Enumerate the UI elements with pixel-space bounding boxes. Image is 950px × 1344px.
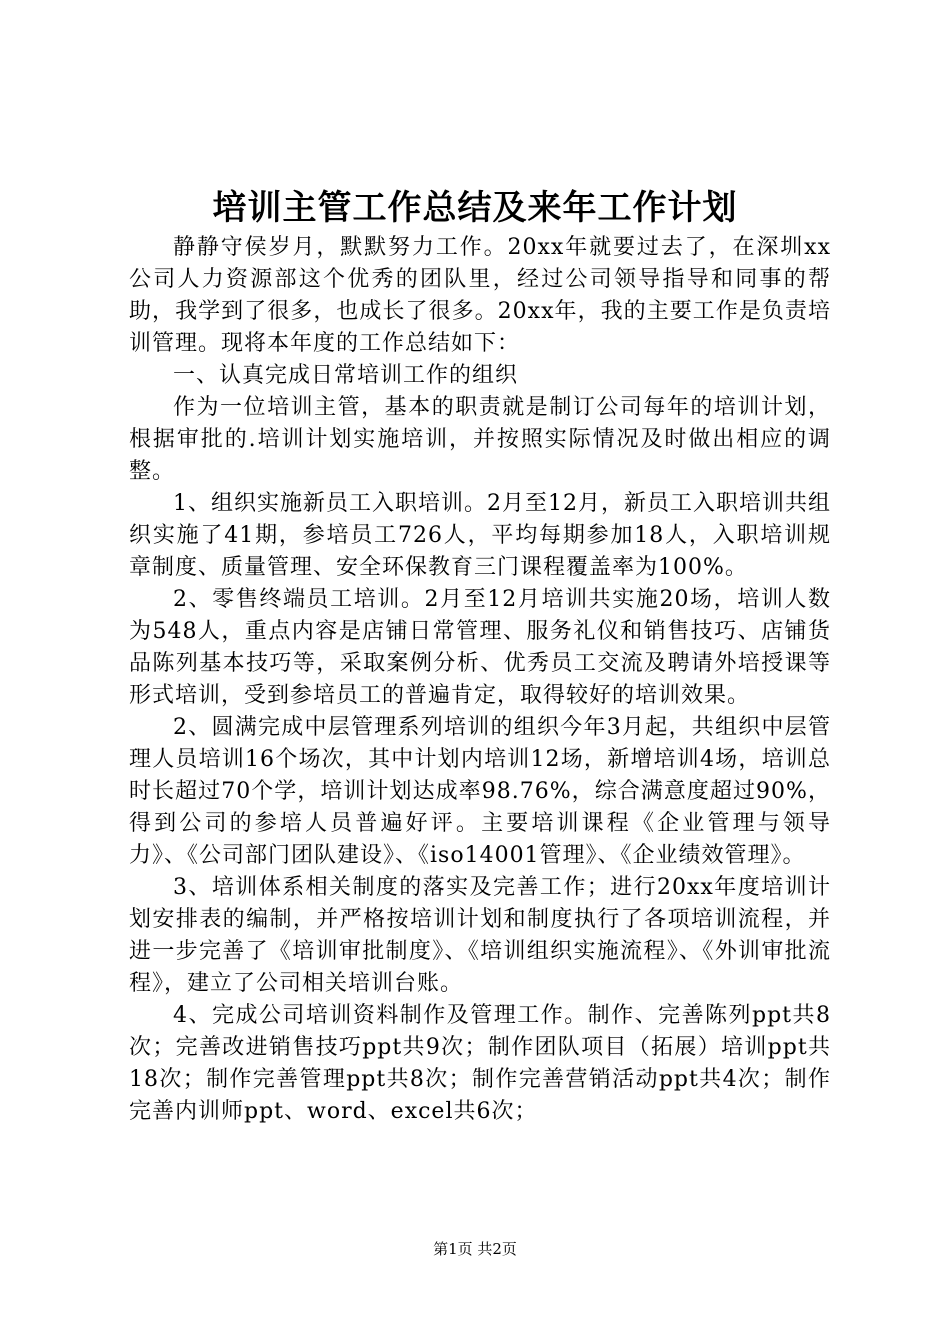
paragraph-item-2-retail: 2、零售终端员工培训。2月至12月培训共实施20场，培训人数为548人，重点内容是店铺日常管理、服务礼仪和销售技巧、店铺货品陈列基本技巧等，采取案例分析、优秀员工交流及聘请外培授课等形式培训，受到参培员工的普遍肯定，取得较好的培训效果。 xyxy=(129,587,831,708)
page-footer: 第1页 共2页 xyxy=(433,1240,517,1258)
paragraph-intro: 静静守侯岁月，默默努力工作。20xx年就要过去了，在深圳xx公司人力资源部这个优秀的团队里，经过公司领导指导和同事的帮助，我学到了很多，也成长了很多。20xx年，我的主要工作是负责培训管理。现将本年度的工作总结如下： xyxy=(129,235,831,356)
paragraph-duty: 作为一位培训主管，基本的职责就是制订公司每年的培训计划，根据审批的.培训计划实施培训，并按照实际情况及时做出相应的调整。 xyxy=(129,395,831,484)
paragraph-item-3: 3、培训体系相关制度的落实及完善工作；进行20xx年度培训计划安排表的编制，并严格按培训计划和制度执行了各项培训流程，并进一步完善了《培训审批制度》、《培训组织实施流程》、《外训审批流程》，建立了公司相关培训台账。 xyxy=(129,875,831,996)
paragraph-item-4: 4、完成公司培训资料制作及管理工作。制作、完善陈列ppt共8次；完善改进销售技巧ppt共9次；制作团队项目（拓展）培训ppt共18次；制作完善管理ppt共8次；制作完善营销活动ppt共4次；制作完善内训师ppt、word、excel共6次； xyxy=(129,1003,831,1124)
paragraph-item-1: 1、组织实施新员工入职培训。2月至12月，新员工入职培训共组织实施了41期，参培员工726人，平均每期参加18人，入职培训规章制度、质量管理、安全环保教育三门课程覆盖率为100%。 xyxy=(129,491,831,580)
paragraph-item-2-middle-management: 2、圆满完成中层管理系列培训的组织今年3月起，共组织中层管理人员培训16个场次，其中计划内培训12场，新增培训4场，培训总时长超过70个学，培训计划达成率98.76%，综合满意度超过90%，得到公司的参培人员普遍好评。主要培训课程《企业管理与领导力》、《公司部门团队建设》、《iso14001管理》、《企业绩效管理》。 xyxy=(129,715,831,868)
document-title: 培训主管工作总结及来年工作计划 xyxy=(212,188,738,228)
document-body xyxy=(129,232,831,1128)
section-heading-1: 一、认真完成日常培训工作的组织 xyxy=(173,363,519,388)
